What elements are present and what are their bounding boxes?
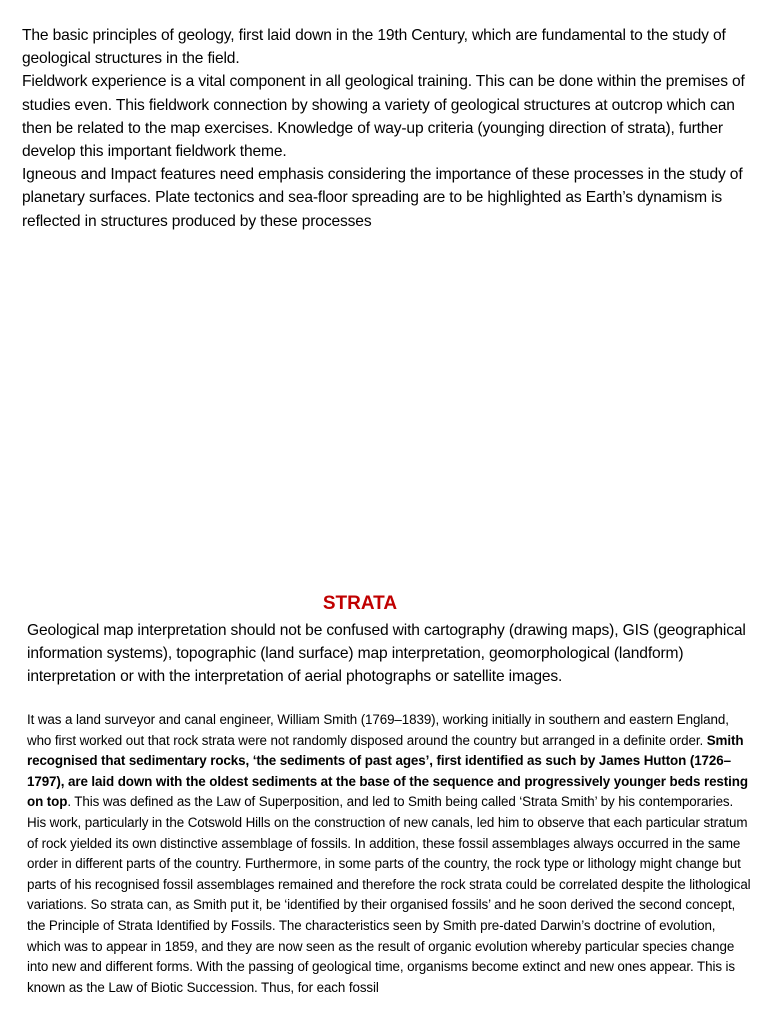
body-text-rest: . This was defined as the Law of Superposition, and led to Smith being called ‘Strata Smith’ by his contemporaries. His work, particularly in the Cotswold Hills on the construction of new canals, led him to observe that each particular stratum of rock yielded its own distinctive assemblage of fossils. In addition, these fossil assemblages always occurred in the same order in different parts of the country. Furthermore, in some parts of the country, the rock type or lithology might change but parts of his recognised fossil assemblages remained and therefore the rock strata could be correlated despite the lithological variations. So strata can, as Smith put it, be ‘identified by their organised fossils’ and he soon derived the second concept, the Principle of Strata Identified by Fossils. The characteristics seen by Smith pre-dated Darwin’s doctrine of evolution, which was to appear in 1859, and they are now seen as the result of organic evolution whereby particular species change into new and different forms. With the passing of geological time, organisms become extinct and new ones appear. This is known as the Law of Biotic Succession. Thus, for each fossil (27, 794, 751, 995)
intro-paragraph: The basic principles of geology, first laid down in the 19th Century, which are fundamental to the study of geological structures in the field. (22, 27, 726, 68)
body-text-start: It was a land surveyor and canal engineer, William Smith (1769–1839), working initially in southern and eastern England, who first worked out that rock strata were not randomly disposed around the country but arranged in a definite order. (27, 712, 729, 748)
body-text-bold: Smith recognised that sedimentary rocks, ‘the sediments of past ages’, first identified as such by James Hutton (1726–1797), are laid down with the oldest sediments at the base of the sequence and progressively younger beds resting on top (27, 732, 748, 810)
strata-heading: STRATA (322, 593, 398, 614)
intro-text-block (22, 24, 752, 233)
strata-intro-paragraph: Geological map interpretation should not be confused with cartography (drawing maps), GIS (geographical information systems), topographic (land surface) map interpretation, geomorphological (landform) interpretation or with the interpretation of aerial photographs or satellite images. (27, 622, 746, 686)
igneous-paragraph: Igneous and Impact features need emphasis considering the importance of these processes in the study of planetary surfaces. Plate tectonics and sea-floor spreading are to be highlighted as Earth’s dynamism is reflected in structures produced by these processes (22, 166, 743, 230)
strata-body-paragraph (27, 710, 752, 998)
fieldwork-paragraph: Fieldwork experience is a vital component in all geological training. This can be done within the premises of studies even. This fieldwork connection by showing a variety of geological structures at outcrop which can then be related to the map exercises. Knowledge of way-up criteria (younging direction of strata), further develop this important fieldwork theme. (22, 73, 745, 161)
